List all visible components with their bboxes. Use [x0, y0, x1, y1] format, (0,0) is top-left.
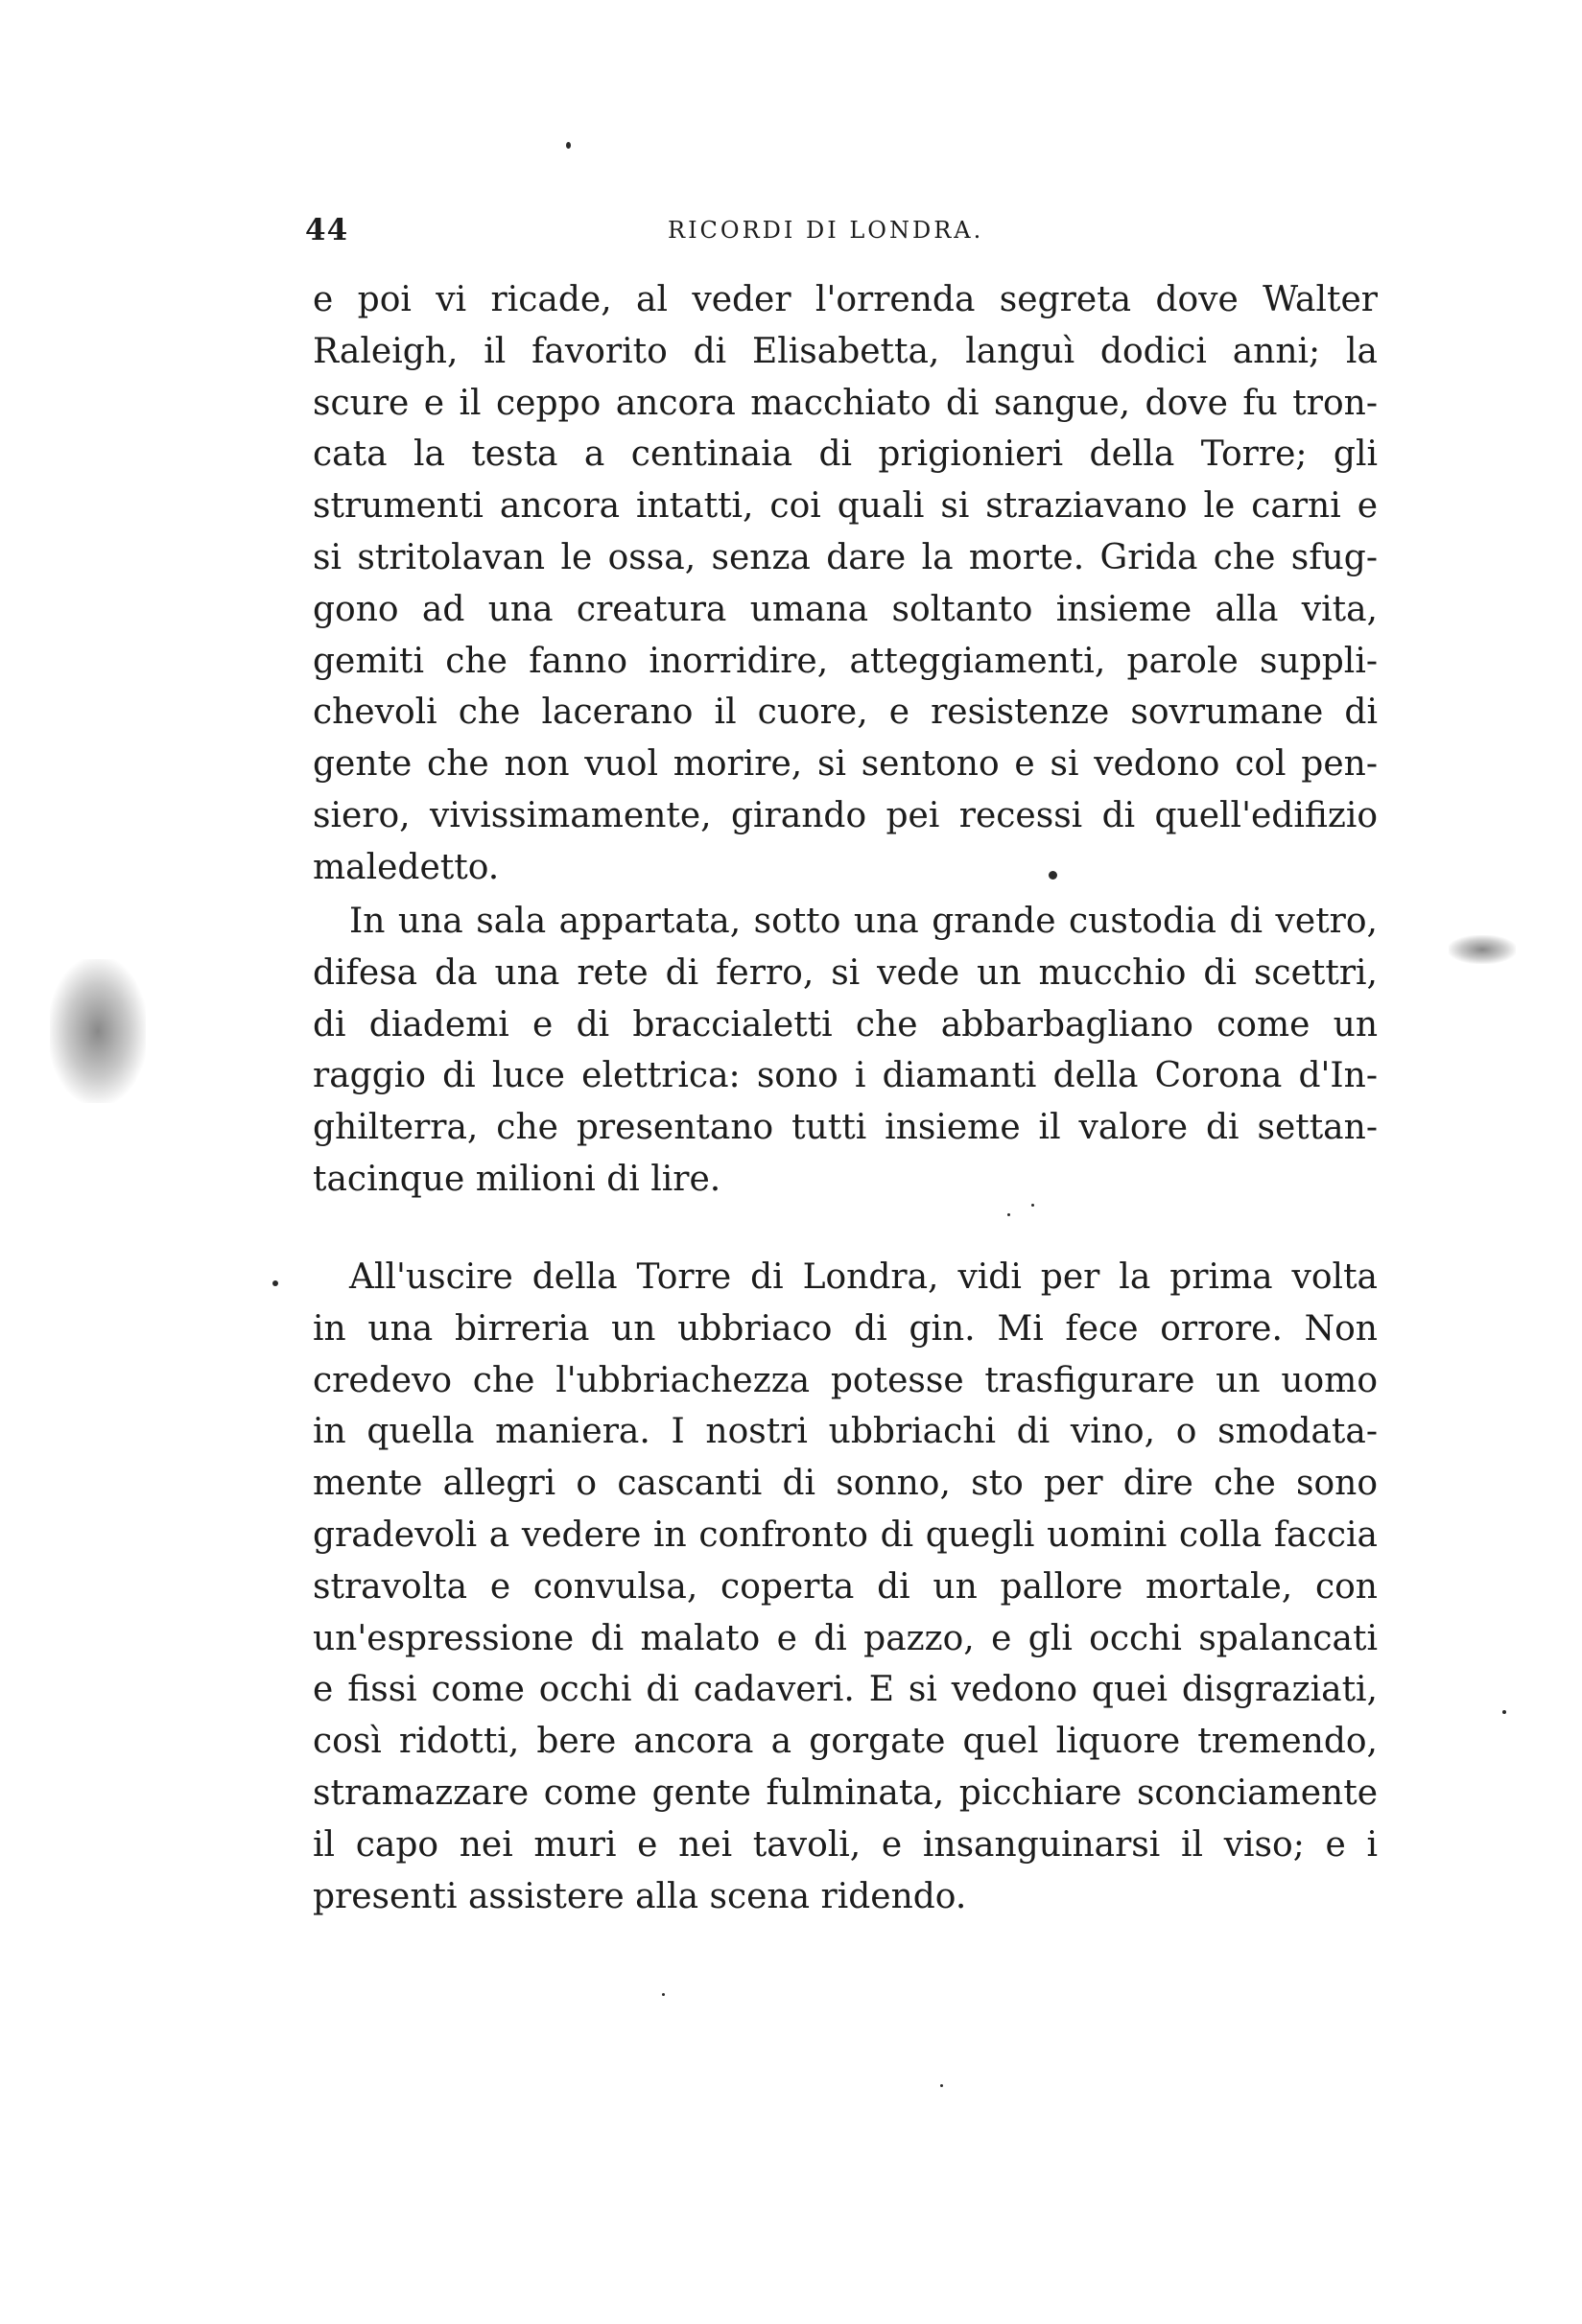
text-line: mente allegri o cascanti di sonno, sto per dire che sono: [313, 1464, 1378, 1504]
text-line: di diademi e di braccialetti che abbarbagliano come un: [313, 1004, 1378, 1045]
paragraph-2: [313, 896, 1378, 1206]
ink-speck: [662, 1993, 665, 1996]
text-line: chevoli che lacerano il cuore, e resistenze sovrumane di: [313, 693, 1378, 733]
text-line: siero, vivissimamente, girando pei recessi di quell'edifizio: [313, 795, 1378, 835]
text-line: All'uscire della Torre di Londra, vidi per la prima volta: [349, 1257, 1378, 1297]
text-line: gono ad una creatura umana soltanto insieme alla vita,: [313, 589, 1378, 629]
text-line: e poi vi ricade, al veder l'orrenda segreta dove Walter: [313, 280, 1378, 319]
running-title: RICORDI DI LONDRA.: [668, 217, 984, 244]
text-line: un'espressione di malato e di pazzo, e gli occhi spalancati: [313, 1618, 1378, 1658]
text-line: gente che non vuol morire, si sentono e si vedono col pen-: [313, 744, 1378, 785]
ink-speck: [566, 142, 571, 149]
text-line: gradevoli a vedere in confronto di quegli uomini colla faccia: [313, 1514, 1378, 1555]
text-line: e fissi come occhi di cadaveri. E si vedono quei disgraziati,: [313, 1670, 1378, 1710]
running-head: [305, 213, 1378, 251]
text-line: stravolta e convulsa, coperta di un pallore mortale, con: [313, 1566, 1378, 1607]
ink-speck: [1502, 1710, 1506, 1714]
text-line: il capo nei muri e nei tavoli, e insanguinarsi il viso; e i: [313, 1824, 1378, 1865]
text-line: scure e il ceppo ancora macchiato di sangue, dove fu tron-: [313, 383, 1378, 423]
text-line: tacinque milioni di lire.: [313, 1159, 721, 1199]
ink-speck: [1031, 1204, 1034, 1207]
scan-smudge: [50, 959, 146, 1103]
paragraph-1: [313, 274, 1378, 894]
text-line: presenti assistere alla scena ridendo.: [313, 1876, 967, 1916]
text-line: difesa da una rete di ferro, si vede un mucchio di scettri,: [313, 952, 1378, 993]
ink-speck: [940, 2084, 943, 2087]
text-line: così ridotti, bere ancora a gorgate quel liquore tremendo,: [313, 1722, 1378, 1762]
text-line: In una sala appartata, sotto una grande custodia di vetro,: [349, 902, 1378, 941]
text-line: stramazzare come gente fulminata, picchiare sconciamente: [313, 1772, 1378, 1813]
text-line: in quella maniera. I nostri ubbriachi di vino, o smodata-: [313, 1412, 1378, 1452]
text-line: ghilterra, che presentano tutti insieme il valore di settan-: [313, 1108, 1378, 1148]
text-line: cata la testa a centinaia di prigionieri della Torre; gli: [313, 434, 1378, 475]
text-line: strumenti ancora intatti, coi quali si straziavano le carni e: [313, 486, 1378, 527]
paragraph-3: [313, 1252, 1378, 1922]
ink-speck: [1049, 871, 1057, 880]
text-line: maledetto.: [313, 847, 500, 887]
scan-smudge: [1449, 935, 1516, 964]
text-line: raggio di luce elettrica: sono i diamanti della Corona d'In-: [313, 1056, 1378, 1096]
text-line: credevo che l'ubbriachezza potesse trasfigurare un uomo: [313, 1360, 1378, 1400]
text-line: Raleigh, il favorito di Elisabetta, languì dodici anni; la: [313, 331, 1378, 371]
text-line: gemiti che fanno inorridire, atteggiamenti, parole suppli-: [313, 641, 1378, 681]
text-line: in una birreria un ubbriaco di gin. Mi fece orrore. Non: [313, 1308, 1378, 1349]
ink-speck: [1007, 1213, 1010, 1216]
text-line: si stritolavan le ossa, senza dare la morte. Grida che sfug-: [313, 537, 1378, 577]
page-number: 44: [305, 213, 349, 247]
ink-speck: [272, 1280, 278, 1286]
